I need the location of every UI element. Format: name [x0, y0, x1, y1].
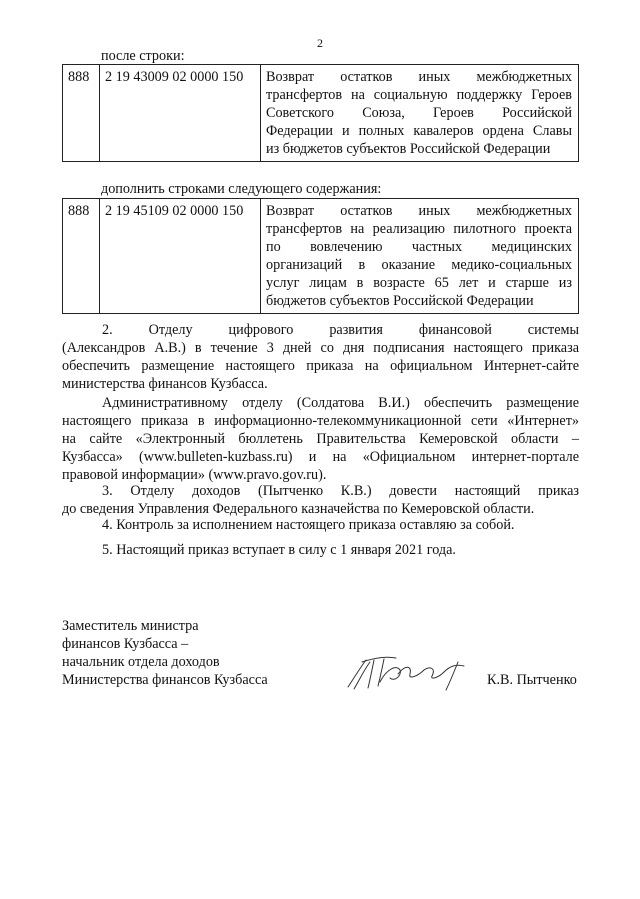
handwritten-signature: [340, 652, 470, 692]
kbk-table-existing: [62, 64, 579, 162]
paragraph-line: Кузбасса» (www.bulleten-kuzbass.ru) и на «Официальном интернет-портале: [62, 449, 579, 465]
signer-line: финансов Кузбасса –: [62, 636, 189, 652]
admin-code-cell: 888: [63, 65, 100, 162]
page-number: 2: [317, 36, 323, 50]
name-line: Советского Союза, Героев Российской: [266, 105, 572, 121]
signer-name: К.В. Пытченко: [487, 672, 577, 688]
paragraph-line: настоящего приказа в информационно-телекоммуникационной сети «Интернет»: [62, 413, 579, 429]
name-line: трансфертов на реализацию пилотного проекта: [266, 221, 572, 237]
paragraph-line: 3. Отделу доходов (Пытченко К.В.) довести настоящий приказ: [102, 483, 579, 499]
paragraph-2-admin: [62, 394, 579, 484]
budget-code-cell: 2 19 43009 02 0000 150: [100, 65, 261, 162]
signer-line: Заместитель министра: [62, 618, 199, 634]
name-line: организаций в оказание медико-социальных: [266, 257, 572, 273]
paragraph-line: (Александров А.В.) в течение 3 дней со дня подписания настоящего приказа: [62, 340, 579, 356]
paragraph-5: [62, 541, 579, 559]
income-name-cell: [261, 65, 579, 162]
paragraph-line: Административному отделу (Солдатова В.И.) обеспечить размещение: [102, 395, 579, 411]
paragraph-2: [62, 321, 579, 393]
paragraph-line: министерства финансов Кузбасса.: [62, 376, 268, 392]
name-line: из бюджетов субъектов Российской Федерации: [266, 141, 551, 157]
paragraph-line: 4. Контроль за исполнением настоящего приказа оставляю за собой.: [102, 517, 515, 533]
paragraph-line: до сведения Управления Федерального казначейства по Кемеровской области.: [62, 501, 535, 517]
table-row: [63, 199, 579, 314]
name-line: бюджетов субъектов Российской Федерации: [266, 293, 534, 309]
signer-position: [62, 617, 268, 689]
paragraph-3: [62, 482, 579, 518]
name-line: Возврат остатков иных межбюджетных: [266, 203, 572, 219]
kbk-table-added: [62, 198, 579, 314]
name-line: услуг лицам в возрасте 65 лет и старше из: [266, 275, 572, 291]
name-line: трансфертов на социальную поддержку Героев: [266, 87, 572, 103]
budget-code-cell: 2 19 45109 02 0000 150: [100, 199, 261, 314]
paragraph-line: на сайте «Электронный бюллетень Правительства Кемеровской области –: [62, 431, 579, 447]
name-line: Федерации и полных кавалеров ордена Славы: [266, 123, 572, 139]
caption-add-rows: дополнить строками следующего содержания:: [101, 181, 382, 197]
table-row: [63, 65, 579, 162]
income-name-cell: [261, 199, 579, 314]
paragraph-line: правовой информации» (www.pravo.gov.ru).: [62, 467, 327, 483]
name-line: Возврат остатков иных межбюджетных: [266, 69, 572, 85]
paragraph-line: 2. Отделу цифрового развития финансовой системы: [102, 322, 579, 338]
signer-line: Министерства финансов Кузбасса: [62, 672, 268, 688]
caption-after-row: после строки:: [101, 48, 185, 64]
admin-code-cell: 888: [63, 199, 100, 314]
signer-line: начальник отдела доходов: [62, 654, 220, 670]
paragraph-line: 5. Настоящий приказ вступает в силу с 1 января 2021 года.: [102, 542, 456, 558]
paragraph-line: обеспечить размещение настоящего приказа на официальном Интернет-сайте: [62, 358, 579, 374]
name-line: по вовлечению частных медицинских: [266, 239, 572, 255]
paragraph-4: [62, 516, 579, 534]
